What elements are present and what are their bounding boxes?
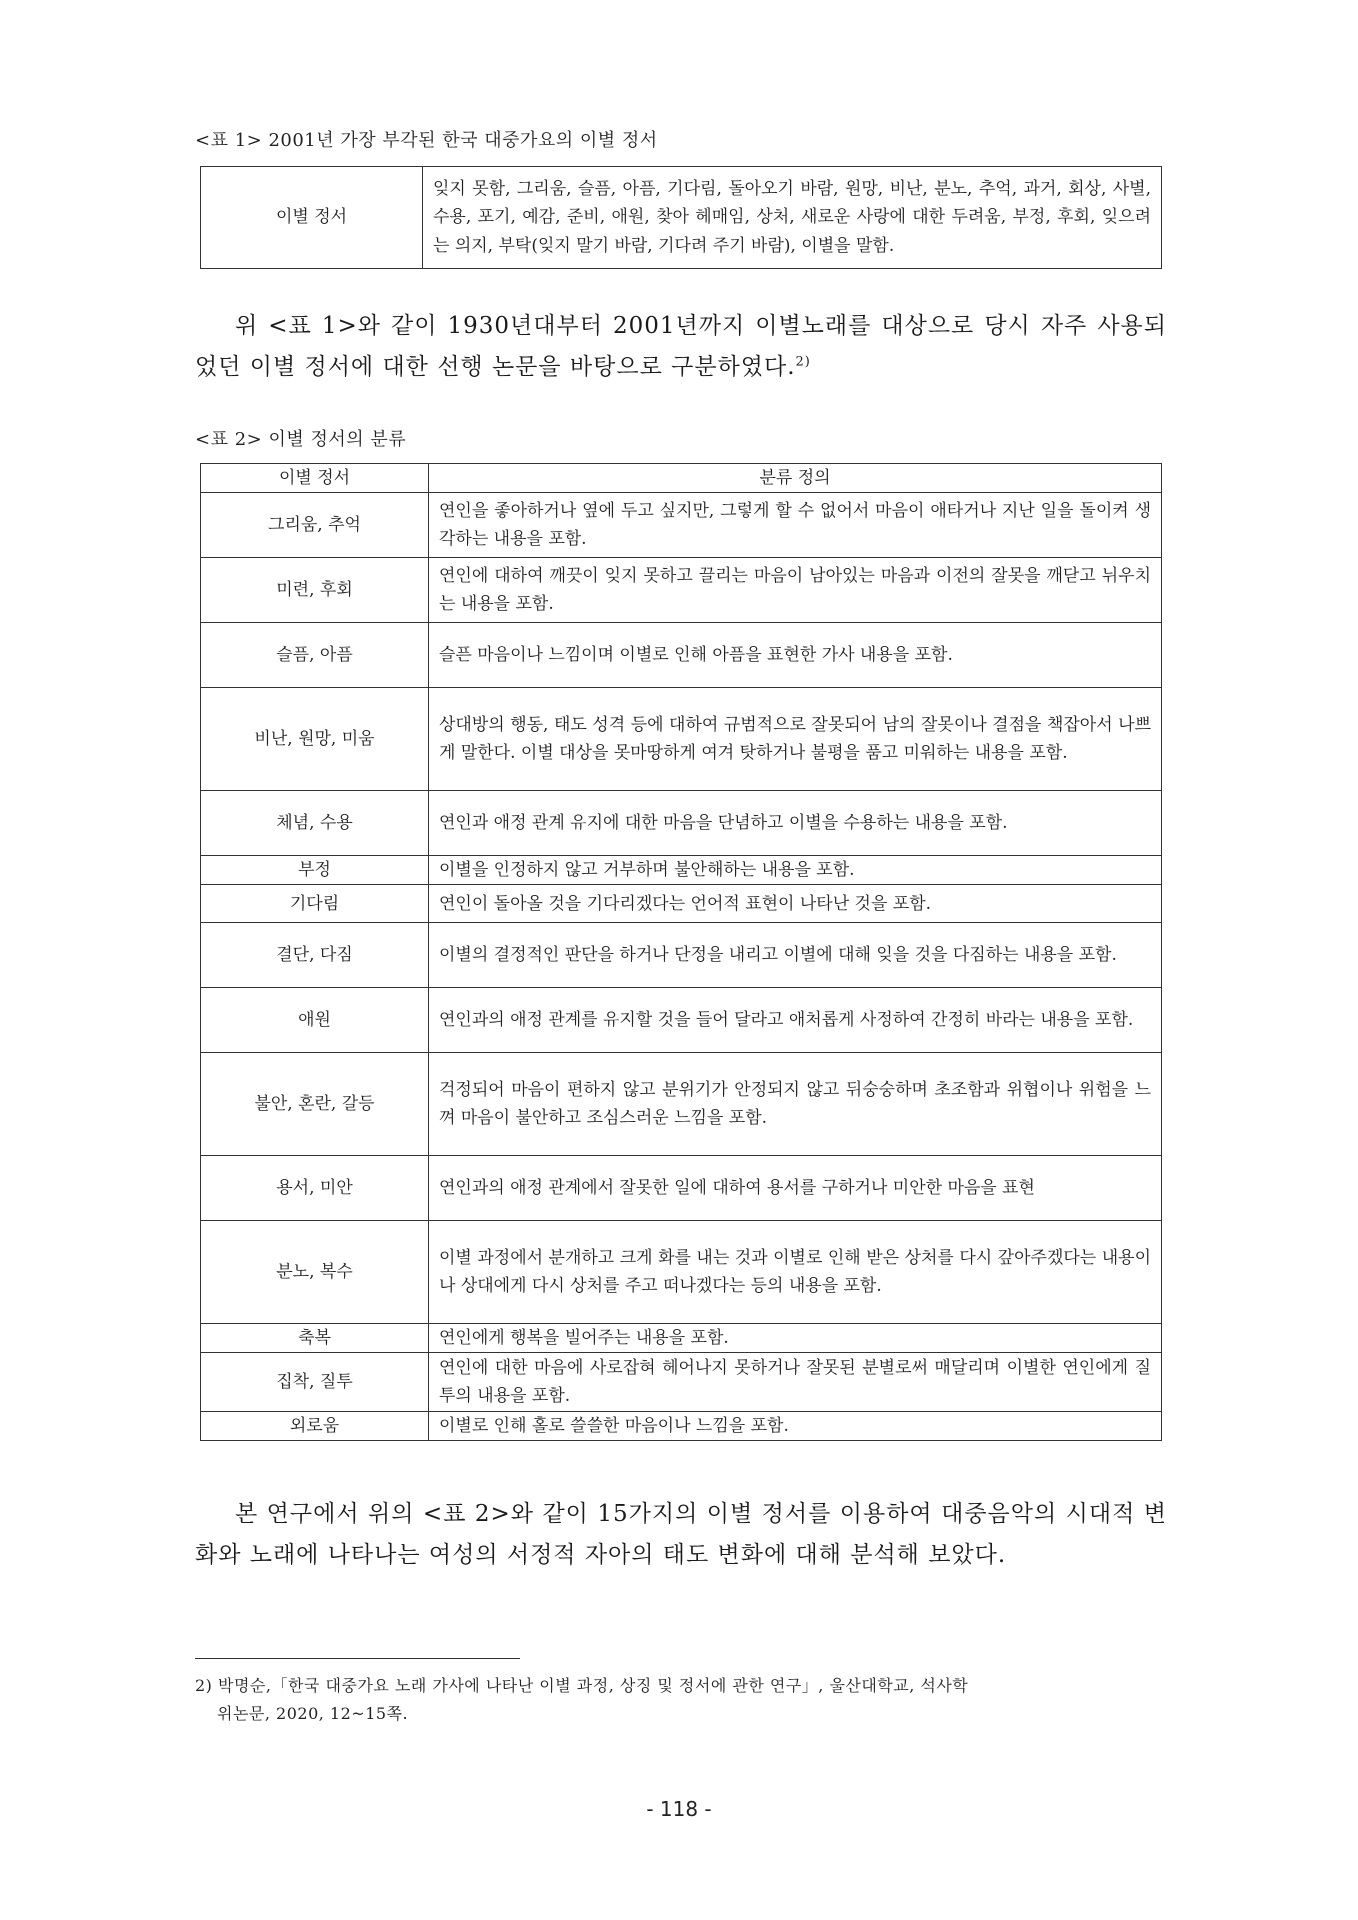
emotion-definition: 연인을 좋아하거나 옆에 두고 싶지만, 그렇게 할 수 없어서 마음이 애타거나 지난 일을 돌이켜 생각하는 내용을 포함. xyxy=(429,493,1162,558)
emotion-definition: 상대방의 행동, 태도 성격 등에 대하여 규범적으로 잘못되어 남의 잘못이나 결점을 책잡아서 나쁘게 말한다. 이별 대상을 못마땅하게 여겨 탓하거나 불평을 품고 미워하는 내용을 포함. xyxy=(429,688,1162,791)
table-row xyxy=(201,885,1162,923)
paragraph-1-text: 위 <표 1>와 같이 1930년대부터 2001년까지 이별노래를 대상으로 당시 자주 사용되었던 이별 정서에 대한 선행 논문을 바탕으로 구분하였다. xyxy=(195,313,1167,380)
emotion-label: 미련, 후회 xyxy=(201,558,429,623)
emotion-definition: 연인에 대하여 깨끗이 잊지 못하고 끌리는 마음이 남아있는 마음과 이전의 잘못을 깨닫고 뉘우치는 내용을 포함. xyxy=(429,558,1162,623)
footnote xyxy=(195,1672,1167,1728)
table2-header-definition: 분류 정의 xyxy=(429,464,1162,493)
emotion-definition: 연인이 돌아올 것을 기다리겠다는 언어적 표현이 나타난 것을 포함. xyxy=(429,885,1162,923)
emotion-definition: 연인과의 애정 관계를 유지할 것을 들어 달라고 애처롭게 사정하여 간정히 바라는 내용을 포함. xyxy=(429,988,1162,1053)
emotion-definition: 이별의 결정적인 판단을 하거나 단정을 내리고 이별에 대해 잊을 것을 다짐하는 내용을 포함. xyxy=(429,923,1162,988)
emotion-definition: 걱정되어 마음이 편하지 않고 분위기가 안정되지 않고 뒤숭숭하며 초조함과 위협이나 위험을 느껴 마음이 불안하고 조심스러운 느낌을 포함. xyxy=(429,1053,1162,1156)
paragraph-2 xyxy=(195,1494,1167,1576)
emotion-definition: 이별을 인정하지 않고 거부하며 불안해하는 내용을 포함. xyxy=(429,856,1162,885)
emotion-definition: 연인과 애정 관계 유지에 대한 마음을 단념하고 이별을 수용하는 내용을 포함. xyxy=(429,791,1162,856)
table-row xyxy=(201,791,1162,856)
table-row xyxy=(201,988,1162,1053)
table-row xyxy=(201,493,1162,558)
table-row xyxy=(201,856,1162,885)
paragraph-2-text: 본 연구에서 위의 <표 2>와 같이 15가지의 이별 정서를 이용하여 대중음악의 시대적 변화와 노래에 나타나는 여성의 서정적 자아의 태도 변화에 대해 분석해 보았다. xyxy=(195,1501,1167,1568)
emotion-definition: 이별로 인해 홀로 쓸쓸한 마음이나 느낌을 포함. xyxy=(429,1412,1162,1441)
table2-caption: <표 2> 이별 정서의 분류 xyxy=(195,429,407,450)
emotion-label: 축복 xyxy=(201,1324,429,1353)
emotion-definition: 연인에게 행복을 빌어주는 내용을 포함. xyxy=(429,1324,1162,1353)
table1 xyxy=(200,166,1162,269)
table1-row xyxy=(201,167,1162,269)
emotion-label: 비난, 원망, 미움 xyxy=(201,688,429,791)
paragraph-1 xyxy=(195,306,1167,388)
table-row xyxy=(201,1156,1162,1221)
table-row xyxy=(201,688,1162,791)
table-row xyxy=(201,1053,1162,1156)
emotion-label: 그리움, 추억 xyxy=(201,493,429,558)
emotion-label: 슬픔, 아픔 xyxy=(201,623,429,688)
emotion-definition: 이별 과정에서 분개하고 크게 화를 내는 것과 이별로 인해 받은 상처를 다시 갚아주겠다는 내용이나 상대에게 다시 상처를 주고 떠나겠다는 등의 내용을 포함. xyxy=(429,1221,1162,1324)
emotion-label: 결단, 다짐 xyxy=(201,923,429,988)
emotion-label: 집착, 질투 xyxy=(201,1353,429,1412)
emotion-label: 용서, 미안 xyxy=(201,1156,429,1221)
table-row xyxy=(201,623,1162,688)
table-row xyxy=(201,923,1162,988)
footnote-divider xyxy=(195,1658,520,1659)
emotion-label: 애원 xyxy=(201,988,429,1053)
emotion-label: 체념, 수용 xyxy=(201,791,429,856)
table2 xyxy=(200,463,1162,1441)
footnote-text-line2: 위논문, 2020, 12~15쪽. xyxy=(217,1704,409,1723)
emotion-label: 기다림 xyxy=(201,885,429,923)
page-number: - 118 - xyxy=(646,1797,712,1821)
table-row xyxy=(201,1412,1162,1441)
table-row xyxy=(201,1221,1162,1324)
emotion-label: 외로움 xyxy=(201,1412,429,1441)
footnote-ref: 2) xyxy=(795,354,811,370)
footnote-number: 2) xyxy=(195,1676,213,1695)
table-row xyxy=(201,1353,1162,1412)
table1-content: 잊지 못함, 그리움, 슬픔, 아픔, 기다림, 돌아오기 바람, 원망, 비난, 분노, 추억, 과거, 회상, 사별, 수용, 포기, 예감, 준비, 애원, 찾아 헤매임, 상처, 새로운 사랑에 대한 두려움, 부정, 후회, 잊으려는 의지, 부탁(잊지 말기 바람, 기다려 주기 바람), 이별을 말함. xyxy=(423,167,1162,269)
emotion-definition: 연인에 대한 마음에 사로잡혀 헤어나지 못하거나 잘못된 분별로써 매달리며 이별한 연인에게 질투의 내용을 포함. xyxy=(429,1353,1162,1412)
emotion-label: 분노, 복수 xyxy=(201,1221,429,1324)
table2-header-emotion: 이별 정서 xyxy=(201,464,429,493)
table-row xyxy=(201,558,1162,623)
emotion-label: 불안, 혼란, 갈등 xyxy=(201,1053,429,1156)
emotion-definition: 슬픈 마음이나 느낌이며 이별로 인해 아픔을 표현한 가사 내용을 포함. xyxy=(429,623,1162,688)
table1-caption: <표 1> 2001년 가장 부각된 한국 대중가요의 이별 정서 xyxy=(195,130,658,151)
emotion-label: 부정 xyxy=(201,856,429,885)
table2-header-row xyxy=(201,464,1162,493)
table1-label: 이별 정서 xyxy=(201,167,423,269)
emotion-definition: 연인과의 애정 관계에서 잘못한 일에 대하여 용서를 구하거나 미안한 마음을 표현 xyxy=(429,1156,1162,1221)
footnote-text-line1: 박명순,「한국 대중가요 노래 가사에 나타난 이별 과정, 상징 및 정서에 관한 연구」, 울산대학교, 석사학 xyxy=(218,1676,969,1695)
table-row xyxy=(201,1324,1162,1353)
